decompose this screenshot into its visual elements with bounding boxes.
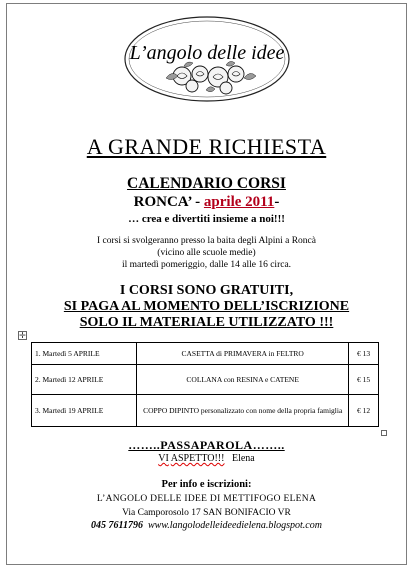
aspetto-word: ASPETTO!!!: [170, 453, 225, 464]
passaparola: ……..PASSAPAROLA……..: [128, 438, 285, 452]
vi-aspetto-line: [6, 453, 407, 464]
contact-line: [6, 520, 407, 531]
info-line: I corsi si svolgeranno presso la baita degli Alpini a Roncà: [97, 236, 316, 246]
info-line: il martedì pomeriggio, dalle 14 alle 16 circa.: [121, 260, 292, 270]
ronca-place: RONCA’: [133, 194, 192, 210]
phone-number: 045 7611796: [91, 520, 143, 531]
vi-word: VI: [158, 453, 169, 464]
course-name: COPPO DIPINTO personalizzato con nome della propria famiglia: [137, 395, 349, 427]
course-name: COLLANA con RESINA e CATENE: [137, 365, 349, 395]
roses-logo: [122, 14, 292, 104]
info-line: (vicino alle scuole medie): [157, 248, 256, 258]
ronca-date-line: [6, 194, 407, 211]
company-name: L’ANGOLO DELLE IDEE DI METTIFOGO ELENA: [96, 494, 317, 504]
gratuiti-line: I CORSI SONO GRATUITI,: [119, 283, 294, 298]
elena-signature: Elena: [231, 453, 255, 464]
course-price: € 13: [349, 343, 379, 365]
course-date: 3. Martedì 19 APRILE: [32, 395, 137, 427]
table-row: [32, 395, 379, 427]
course-date: 2. Martedì 12 APRILE: [32, 365, 137, 395]
per-info: Per info e iscrizioni:: [161, 479, 252, 490]
info-paragraph: [6, 235, 407, 271]
ronca-suffix: -: [274, 194, 280, 210]
ronca-separator: -: [191, 194, 204, 210]
table-resize-handle[interactable]: [381, 430, 387, 436]
course-price: € 12: [349, 395, 379, 427]
website-link[interactable]: www.langolodelleideedielena.blogspot.com: [147, 520, 322, 531]
gratuiti-block: [6, 283, 407, 331]
gratuiti-line: SOLO IL MATERIALE UTILIZZATO !!!: [79, 315, 334, 330]
main-heading: A GRANDE RICHIESTA: [86, 134, 327, 159]
logo-text: L’angolo delle idee: [129, 42, 285, 64]
course-name: CASETTA di PRIMAVERA in FELTRO: [137, 343, 349, 365]
address: Via Camporosolo 17 SAN BONIFACIO VR: [122, 508, 291, 518]
table-move-handle-icon[interactable]: ✛: [19, 331, 26, 340]
courses-table: [31, 342, 379, 427]
calendario-title: CALENDARIO CORSI: [127, 175, 286, 192]
gratuiti-line: SI PAGA AL MOMENTO DELL’ISCRIZIONE: [63, 299, 350, 314]
crea-line: … crea e divertiti insieme a noi!!!: [128, 213, 285, 225]
ronca-date: aprile 2011: [203, 194, 275, 210]
course-date: 1. Martedì 5 APRILE: [32, 343, 137, 365]
table-row: [32, 343, 379, 365]
course-price: € 15: [349, 365, 379, 395]
table-row: [32, 365, 379, 395]
